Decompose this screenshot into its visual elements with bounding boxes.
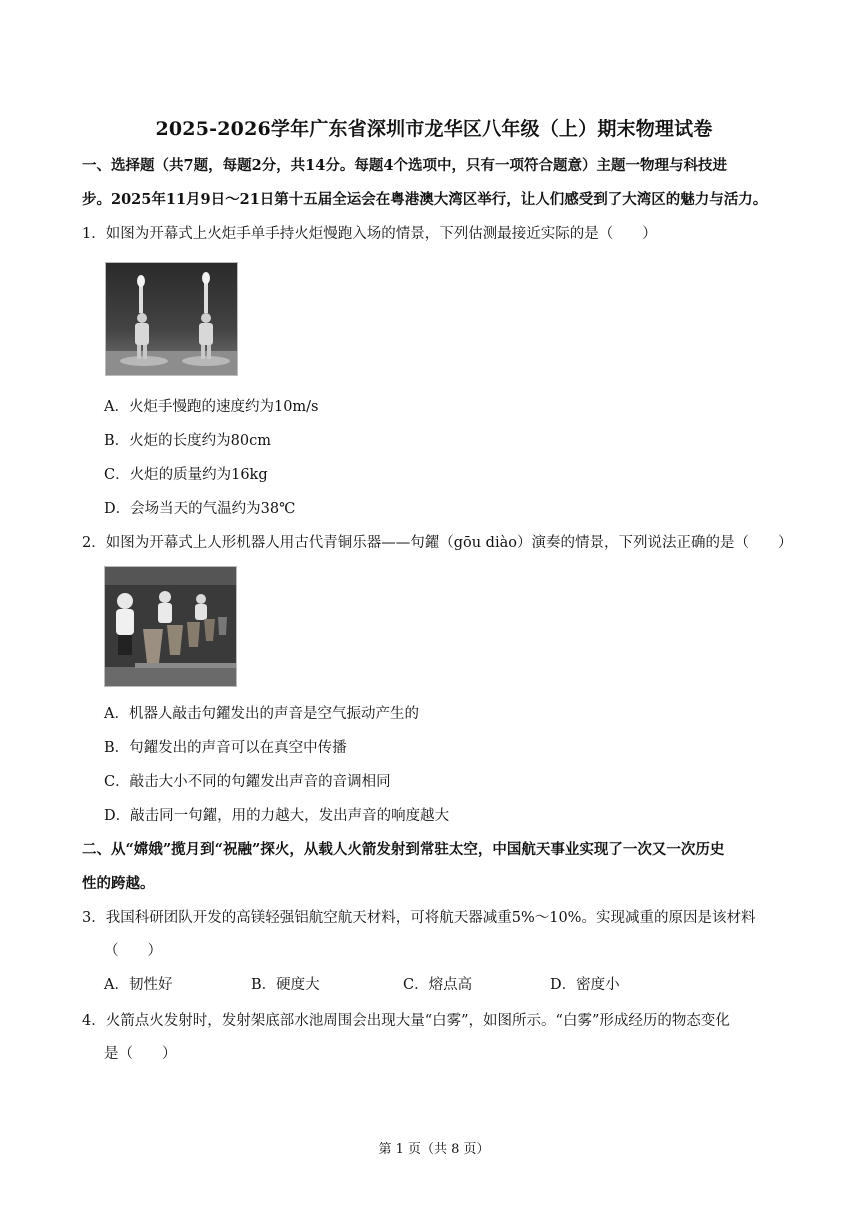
torch-bearer-photo bbox=[105, 262, 238, 376]
question-3-option-c: C．熔点高 bbox=[403, 977, 473, 993]
question-3-option-a: A．韧性好 bbox=[104, 977, 173, 993]
page-title: 2025-2026学年广东省深圳市龙华区八年级（上）期末物理试卷 bbox=[155, 118, 713, 140]
question-3-stem-line1: 3．我国科研团队开发的高镁轻强铝航空航天材料，可将航天器减重5%～10%。实现减重的原因是该材料 bbox=[82, 910, 756, 926]
robot-bells-photo bbox=[104, 566, 237, 687]
question-3-stem-line2: （ ） bbox=[104, 943, 162, 959]
question-1-option-d: D．会场当天的气温约为38℃ bbox=[104, 501, 296, 517]
section1-heading-line2: 步。2025年11月9日～21日第十五届全运会在粤港澳大湾区举行，让人们感受到了大湾区的魅力与活力。 bbox=[82, 191, 768, 208]
question-2-option-d: D．敲击同一句鑃，用的力越大，发出声音的响度越大 bbox=[104, 808, 450, 824]
torch-bearer-illustration bbox=[106, 263, 237, 375]
question-1-stem: 1．如图为开幕式上火炬手单手持火炬慢跑入场的情景，下列估测最接近实际的是（ ） bbox=[82, 226, 657, 242]
question-2-option-a: A．机器人敲击句鑃发出的声音是空气振动产生的 bbox=[104, 706, 419, 722]
question-1-option-c: C．火炬的质量约为16kg bbox=[104, 467, 268, 483]
question-3-option-d: D．密度小 bbox=[550, 977, 620, 993]
question-1-option-b: B．火炬的长度约为80cm bbox=[104, 433, 271, 449]
question-4-stem-line2: 是（ ） bbox=[104, 1046, 177, 1062]
question-4-stem-line1: 4．火箭点火发射时，发射架底部水池周围会出现大量“白雾”，如图所示。“白雾”形成经历的物态变化 bbox=[82, 1013, 730, 1029]
robot-bells-illustration bbox=[105, 567, 236, 686]
question-2-option-c: C．敲击大小不同的句鑃发出声音的音调相同 bbox=[104, 774, 391, 790]
section2-heading-line1: 二、从“嫦娥”揽月到“祝融”探火，从载人火箭发射到常驻太空，中国航天事业实现了一次又一次历史 bbox=[82, 841, 725, 858]
question-2-stem: 2．如图为开幕式上人形机器人用古代青铜乐器——句鑃（gōu diào）演奏的情景，下列说法正确的是（ ） bbox=[82, 535, 793, 551]
question-1-option-a: A．火炬手慢跑的速度约为10m/s bbox=[104, 399, 319, 415]
question-2-option-b: B．句鑃发出的声音可以在真空中传播 bbox=[104, 740, 347, 756]
section1-heading-line1: 一、选择题（共7题，每题2分，共14分。每题4个选项中，只有一项符合题意）主题一物理与科技进 bbox=[82, 157, 727, 174]
section2-heading-line2: 性的跨越。 bbox=[82, 875, 155, 892]
page-footer: 第 1 页（共 8 页） bbox=[378, 1142, 490, 1157]
question-3-option-b: B．硬度大 bbox=[251, 977, 320, 993]
